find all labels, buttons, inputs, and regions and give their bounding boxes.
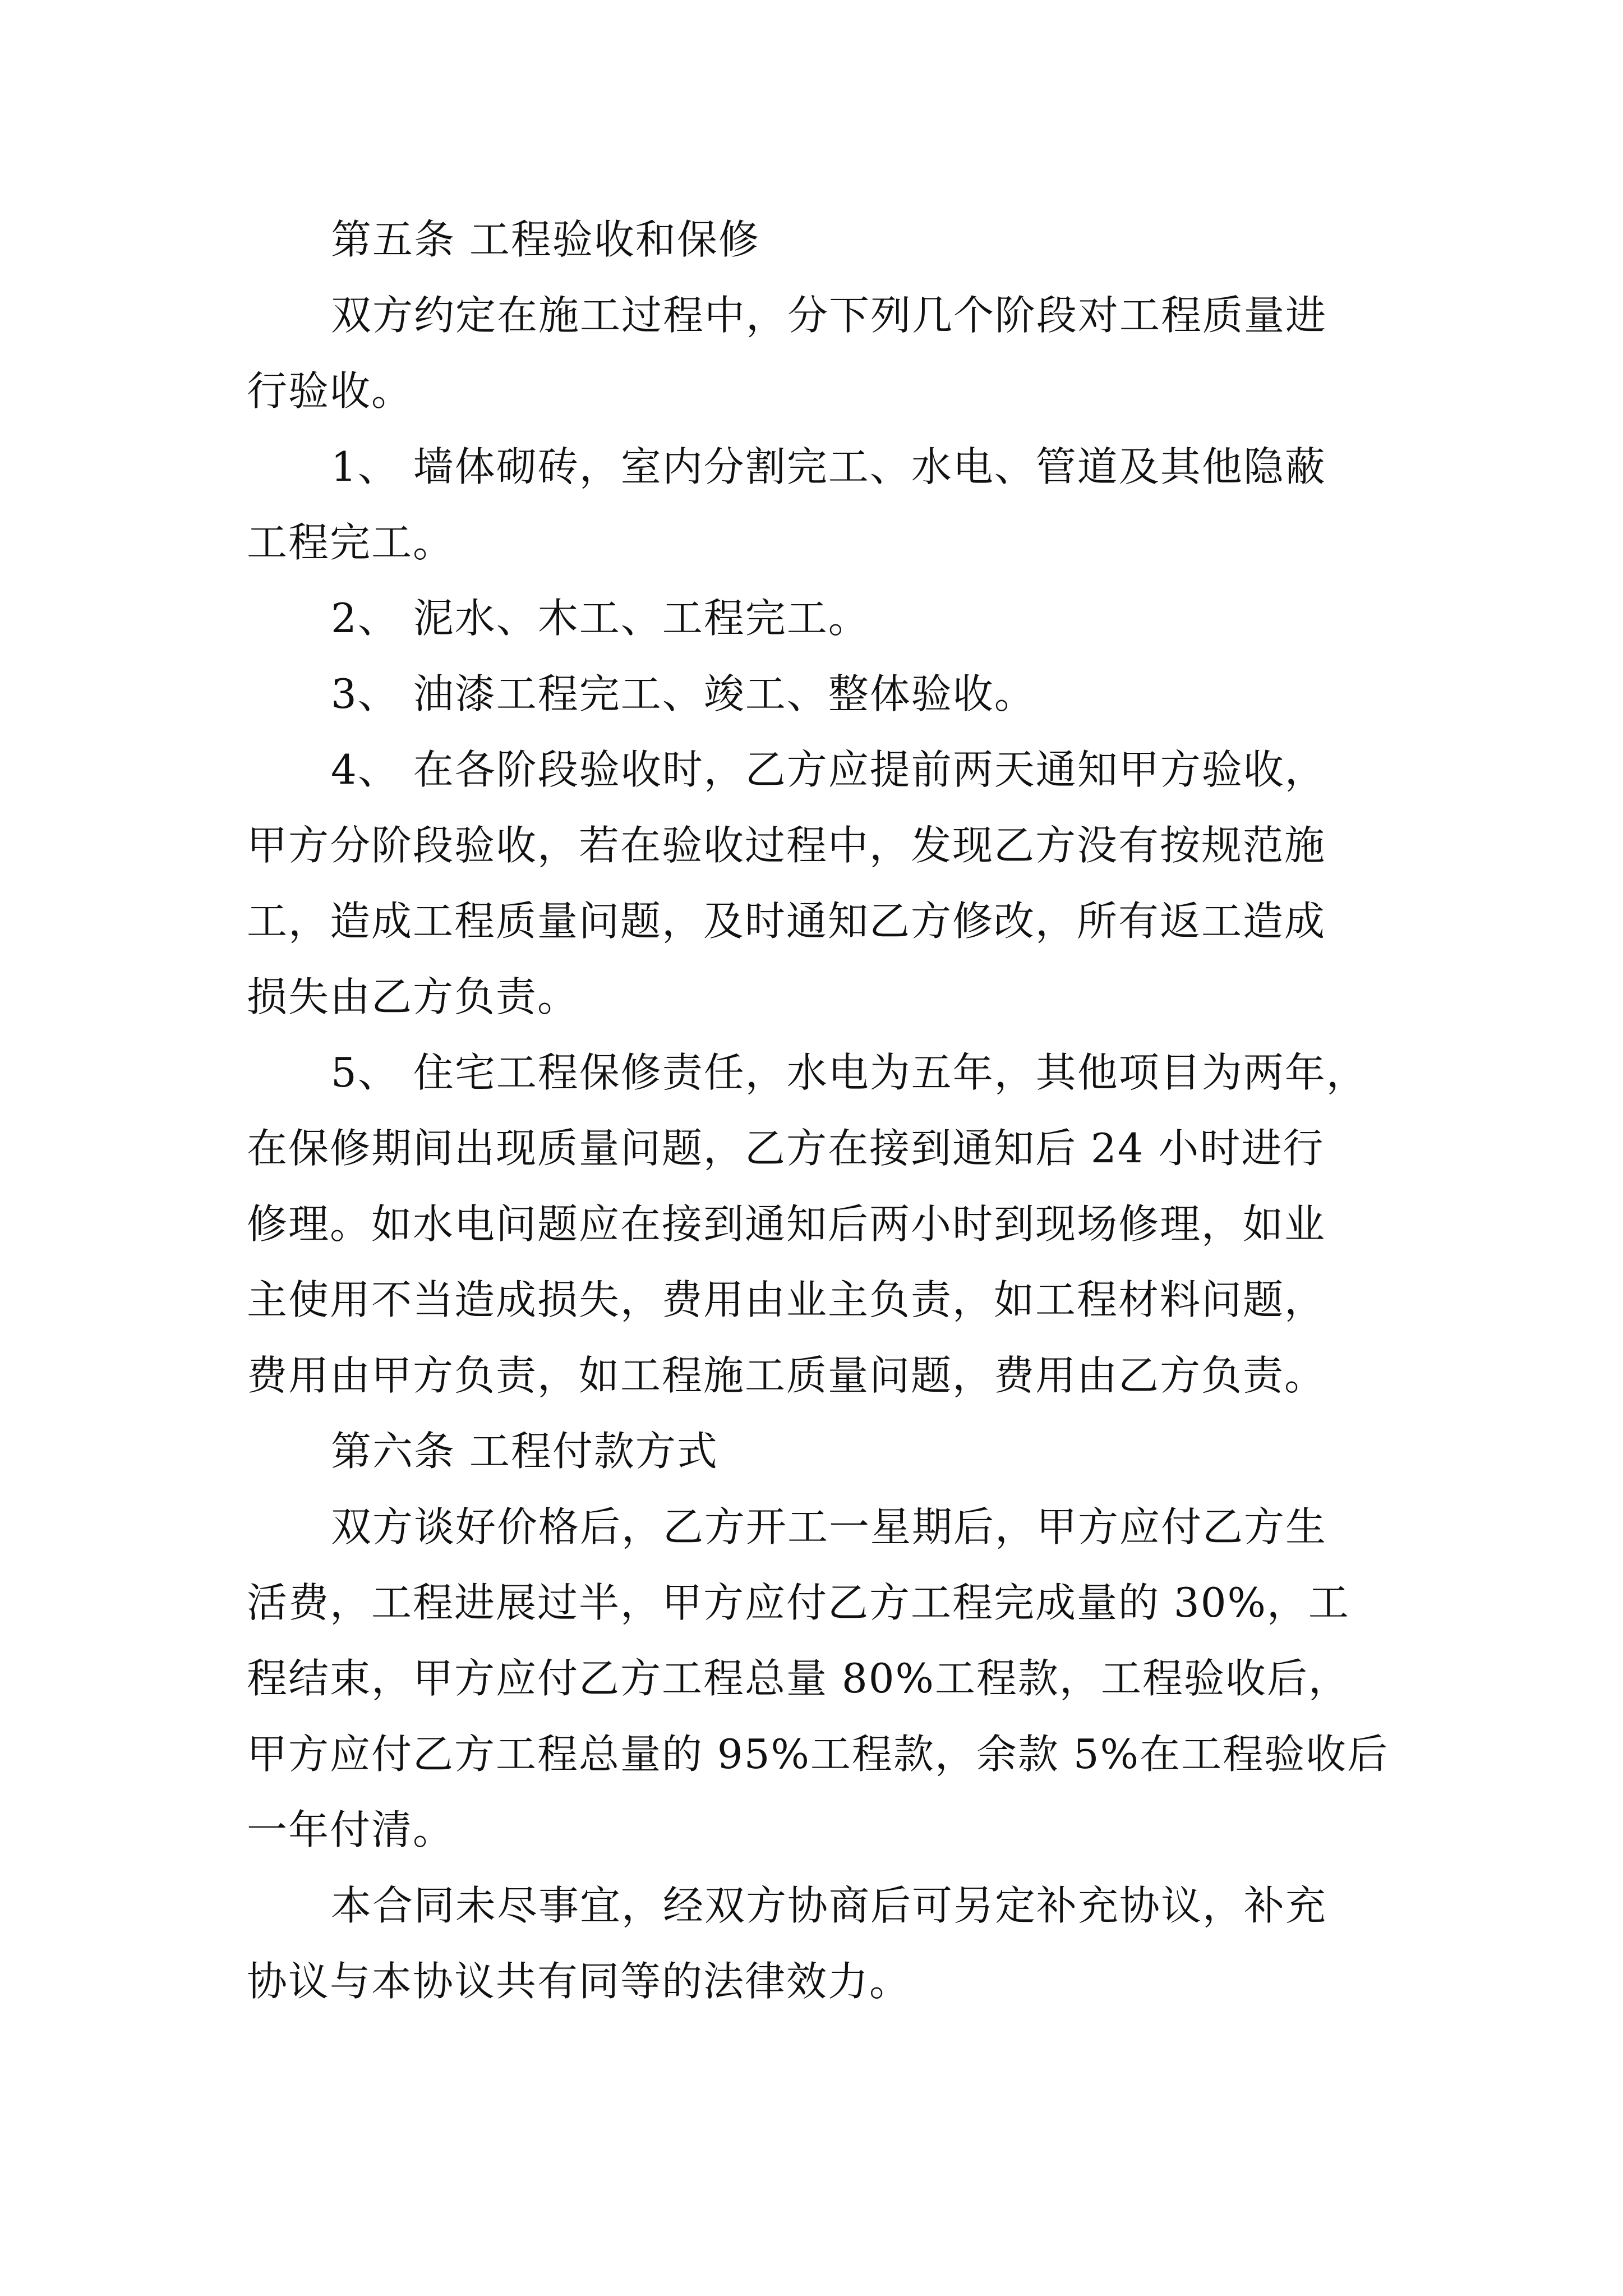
text-line: 1、 墙体砌砖，室内分割完工、水电、管道及其他隐蔽 [331, 443, 1326, 490]
section-5-heading: 第五条 工程验收和保修 [331, 216, 760, 263]
text-line: 本合同未尽事宜，经双方协商后可另定补充协议，补充 [331, 1882, 1327, 1929]
section-5-intro [247, 278, 1396, 429]
text-line: 工，造成工程质量问题，及时通知乙方修改，所有返工造成 [247, 898, 1326, 945]
text-line: 甲方分阶段验收，若在验收过程中，发现乙方没有按规范施 [247, 822, 1326, 869]
section-5-item-1 [247, 429, 1396, 581]
text-line: 协议与本协议共有同等的法律效力。 [247, 1958, 911, 2005]
text-line: 主使用不当造成损失，费用由业主负责，如工程材料问题， [247, 1276, 1326, 1323]
section-5-item-3 [247, 656, 1396, 732]
closing-paragraph [247, 1868, 1396, 2019]
text-line: 活费，工程进展过半，甲方应付乙方工程完成量的 30%，工 [247, 1579, 1350, 1626]
document-body [247, 202, 1396, 2019]
section-5-item-4 [247, 732, 1396, 1035]
text-line: 在保修期间出现质量问题，乙方在接到通知后 24 小时进行 [247, 1125, 1325, 1172]
text-line: 工程完工。 [247, 519, 455, 566]
section-6-body [247, 1489, 1396, 1868]
text-line: 双方谈好价格后，乙方开工一星期后，甲方应付乙方生 [331, 1503, 1327, 1550]
text-line: 4、 在各阶段验收时，乙方应提前两天通知甲方验收， [331, 746, 1326, 793]
text-line: 行验收。 [247, 367, 413, 415]
text-line: 一年付清。 [247, 1806, 455, 1853]
text-line: 3、 油漆工程完工、竣工、整体验收。 [331, 670, 1036, 717]
text-line: 双方约定在施工过程中，分下列几个阶段对工程质量进 [331, 292, 1327, 339]
text-line: 2、 泥水、木工、工程完工。 [331, 595, 870, 642]
text-line: 甲方应付乙方工程总量的 95%工程款，余款 5%在工程验收后 [247, 1731, 1389, 1778]
section-6-heading: 第六条 工程付款方式 [331, 1428, 718, 1475]
text-line: 修理。如水电问题应在接到通知后两小时到现场修理，如业 [247, 1200, 1326, 1248]
section-5-item-2 [247, 581, 1396, 656]
text-line: 程结束，甲方应付乙方工程总量 80%工程款，工程验收后， [247, 1655, 1350, 1702]
text-line: 损失由乙方负责。 [247, 973, 579, 1020]
section-5-item-5 [247, 1035, 1396, 1414]
text-line: 费用由甲方负责，如工程施工质量问题，费用由乙方负责。 [247, 1352, 1326, 1399]
text-line: 5、 住宅工程保修责任，水电为五年，其他项目为两年， [331, 1049, 1368, 1096]
